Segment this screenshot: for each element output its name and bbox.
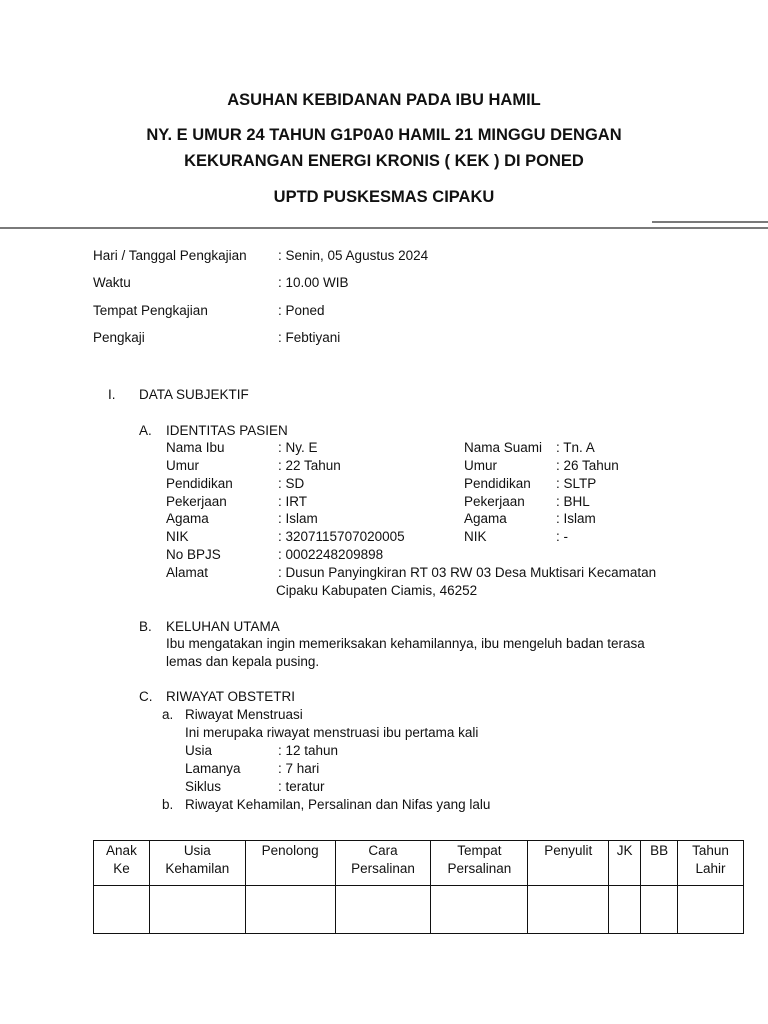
mother-value-nik: : 3207115707020005 [278, 529, 405, 544]
complaint-text-line1: Ibu mengatakan ingin memeriksakan kehamilannya, ibu mengeluh badan terasa [166, 636, 645, 651]
header-divider-accent [652, 221, 768, 223]
assessment-value-place: : Poned [278, 303, 325, 318]
table-header-row [94, 841, 744, 886]
table-cell [335, 886, 431, 934]
table-cell [431, 886, 528, 934]
husband-label-occupation: Pekerjaan [464, 494, 525, 509]
mother-value-age: : 22 Tahun [278, 458, 341, 473]
table-header-cell: Anak Ke [94, 841, 150, 886]
assessment-value-time: : 10.00 WIB [278, 275, 349, 290]
table-cell [641, 886, 678, 934]
assessment-label-place: Tempat Pengkajian [93, 303, 208, 318]
section-number: I. [108, 387, 116, 402]
table-header-cell: Cara Persalinan [335, 841, 431, 886]
complaint-title: KELUHAN UTAMA [166, 619, 280, 634]
table-header-cell: Usia Kehamilan [149, 841, 245, 886]
menstruation-letter: a. [162, 707, 174, 722]
header-divider [0, 227, 768, 229]
pregnancy-history-title: Riwayat Kehamilan, Persalinan dan Nifas yang lalu [185, 797, 491, 812]
menstruation-value-cycle: : teratur [278, 779, 325, 794]
table-cell [678, 886, 744, 934]
table-header-cell: Tempat Persalinan [431, 841, 528, 886]
document-subtitle-line1: NY. E UMUR 24 TAHUN G1P0A0 HAMIL 21 MINGGU DENGAN [146, 126, 622, 144]
assessment-value-assessor: : Febtiyani [278, 330, 341, 345]
pregnancy-history-letter: b. [162, 797, 174, 812]
section-title: DATA SUBJEKTIF [139, 387, 249, 402]
husband-label-religion: Agama [464, 511, 507, 526]
mother-label-bpjs: No BPJS [166, 547, 221, 562]
menstruation-label-cycle: Siklus [185, 779, 222, 794]
mother-label-occupation: Pekerjaan [166, 494, 227, 509]
address-value-line1: : Dusun Panyingkiran RT 03 RW 03 Desa Muktisari Kecamatan [278, 565, 657, 580]
table-header-cell: Penyulit [528, 841, 609, 886]
table-header-cell: BB [641, 841, 678, 886]
mother-value-name: : Ny. E [278, 440, 318, 455]
husband-value-religion: : Islam [556, 511, 596, 526]
table-cell [245, 886, 335, 934]
husband-label-name: Nama Suami [464, 440, 543, 455]
table-header-cell: JK [609, 841, 641, 886]
document-subtitle-line2: KEKURANGAN ENERGI KRONIS ( KEK ) DI PONED [184, 152, 584, 170]
assessment-label-time: Waktu [93, 275, 131, 290]
menstruation-note: Ini merupaka riwayat menstruasi ibu pertama kali [185, 725, 479, 740]
document-title: ASUHAN KEBIDANAN PADA IBU HAMIL [227, 91, 541, 109]
identity-title: IDENTITAS PASIEN [166, 423, 288, 438]
assessment-label-date: Hari / Tanggal Pengkajian [93, 248, 247, 263]
complaint-text-line2: lemas dan kepala pusing. [166, 654, 320, 669]
table-cell [94, 886, 150, 934]
table-row [94, 886, 744, 934]
husband-label-education: Pendidikan [464, 476, 531, 491]
mother-label-nik: NIK [166, 529, 189, 544]
menstruation-label-duration: Lamanya [185, 761, 241, 776]
table-header-cell: Penolong [245, 841, 335, 886]
husband-value-nik: : - [556, 529, 568, 544]
husband-value-age: : 26 Tahun [556, 458, 619, 473]
husband-label-age: Umur [464, 458, 497, 473]
mother-value-religion: : Islam [278, 511, 318, 526]
mother-value-education: : SD [278, 476, 305, 491]
menstruation-label-age: Usia [185, 743, 213, 758]
obstetric-title: RIWAYAT OBSTETRI [166, 689, 296, 704]
identity-letter: A. [139, 423, 152, 438]
institution-name: UPTD PUSKESMAS CIPAKU [273, 188, 495, 206]
table-cell [149, 886, 245, 934]
mother-label-age: Umur [166, 458, 199, 473]
husband-label-nik: NIK [464, 529, 487, 544]
complaint-letter: B. [139, 619, 152, 634]
mother-value-occupation: : IRT [278, 494, 308, 509]
mother-label-education: Pendidikan [166, 476, 233, 491]
husband-value-education: : SLTP [556, 476, 597, 491]
assessment-label-assessor: Pengkaji [93, 330, 145, 345]
address-value-line2: Cipaku Kabupaten Ciamis, 46252 [276, 583, 478, 598]
pregnancy-history-table [93, 840, 744, 934]
address-label: Alamat [166, 565, 209, 580]
mother-value-bpjs: : 0002248209898 [278, 547, 384, 562]
table-header-cell: Tahun Lahir [678, 841, 744, 886]
menstruation-title: Riwayat Menstruasi [185, 707, 303, 722]
husband-value-name: : Tn. A [556, 440, 595, 455]
table-cell [528, 886, 609, 934]
mother-label-name: Nama Ibu [166, 440, 225, 455]
husband-value-occupation: : BHL [556, 494, 590, 509]
assessment-value-date: : Senin, 05 Agustus 2024 [278, 248, 429, 263]
table-cell [609, 886, 641, 934]
menstruation-value-duration: : 7 hari [278, 761, 320, 776]
menstruation-value-age: : 12 tahun [278, 743, 339, 758]
mother-label-religion: Agama [166, 511, 209, 526]
obstetric-letter: C. [139, 689, 153, 704]
